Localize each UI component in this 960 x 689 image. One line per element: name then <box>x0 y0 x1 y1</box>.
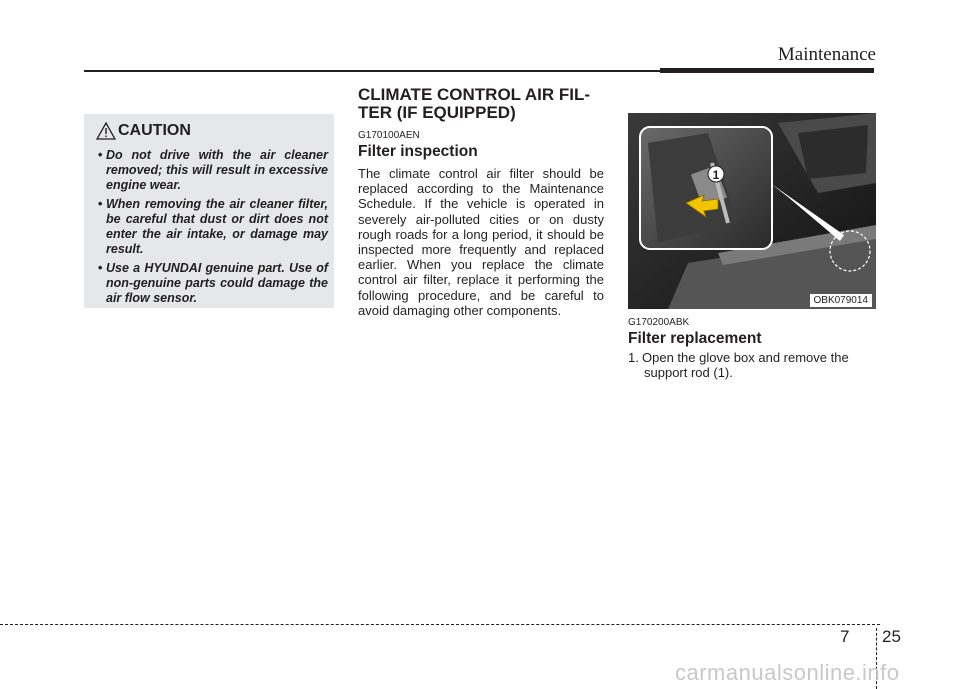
inspection-heading: Filter inspection <box>358 143 478 160</box>
inspection-body: The climate control air filter should be replaced according to the Maintenance Schedule. If the vehicle is operated in severely air-polluted cities or on dusty rough roads for a long period, it should be inspected more frequently and replaced earlier. When you replace the climate control air filter, replace it performing the following procedure, and be careful to avoid damaging other components. <box>358 166 604 318</box>
inspection-code: G170100AEN <box>358 130 420 141</box>
chapter-number: 7 <box>840 627 850 646</box>
section-title <box>358 86 608 122</box>
replacement-code: G170200ABK <box>628 317 690 328</box>
glove-box-figure <box>628 113 876 309</box>
section-title-line: CLIMATE CONTROL AIR FIL- <box>358 85 590 104</box>
caution-item: • Use a HYUNDAI genuine part. Use of non-genuine parts could damage the air flow sensor. <box>92 261 328 306</box>
caution-item: • When removing the air cleaner filter, be careful that dust or dirt does not enter the air intake, or damage may result. <box>92 197 328 257</box>
watermark: carmanualsonline.info <box>675 660 900 685</box>
figure-caption: OBK079014 <box>810 294 873 307</box>
header-rule-accent <box>660 68 874 73</box>
caution-list <box>92 148 328 310</box>
warning-triangle-icon <box>96 122 116 140</box>
section-title-line: TER (IF EQUIPPED) <box>358 103 516 122</box>
replacement-step <box>628 350 878 380</box>
step-text-continued: support rod (1). <box>644 365 733 381</box>
header-title: Maintenance <box>777 44 876 65</box>
replacement-heading: Filter replacement <box>628 330 762 347</box>
glove-box-illustration <box>628 113 876 309</box>
step-text: Open the glove box and remove the <box>642 350 849 365</box>
caution-box <box>84 114 334 308</box>
footer-rule <box>0 624 880 625</box>
caution-title: CAUTION <box>118 122 191 139</box>
caution-item: • Do not drive with the air cleaner removed; this will result in excessive engine wear. <box>92 148 328 193</box>
step-number: 1. <box>628 350 639 365</box>
callout-number: 1 <box>712 168 720 182</box>
page-number: 25 <box>882 627 901 646</box>
